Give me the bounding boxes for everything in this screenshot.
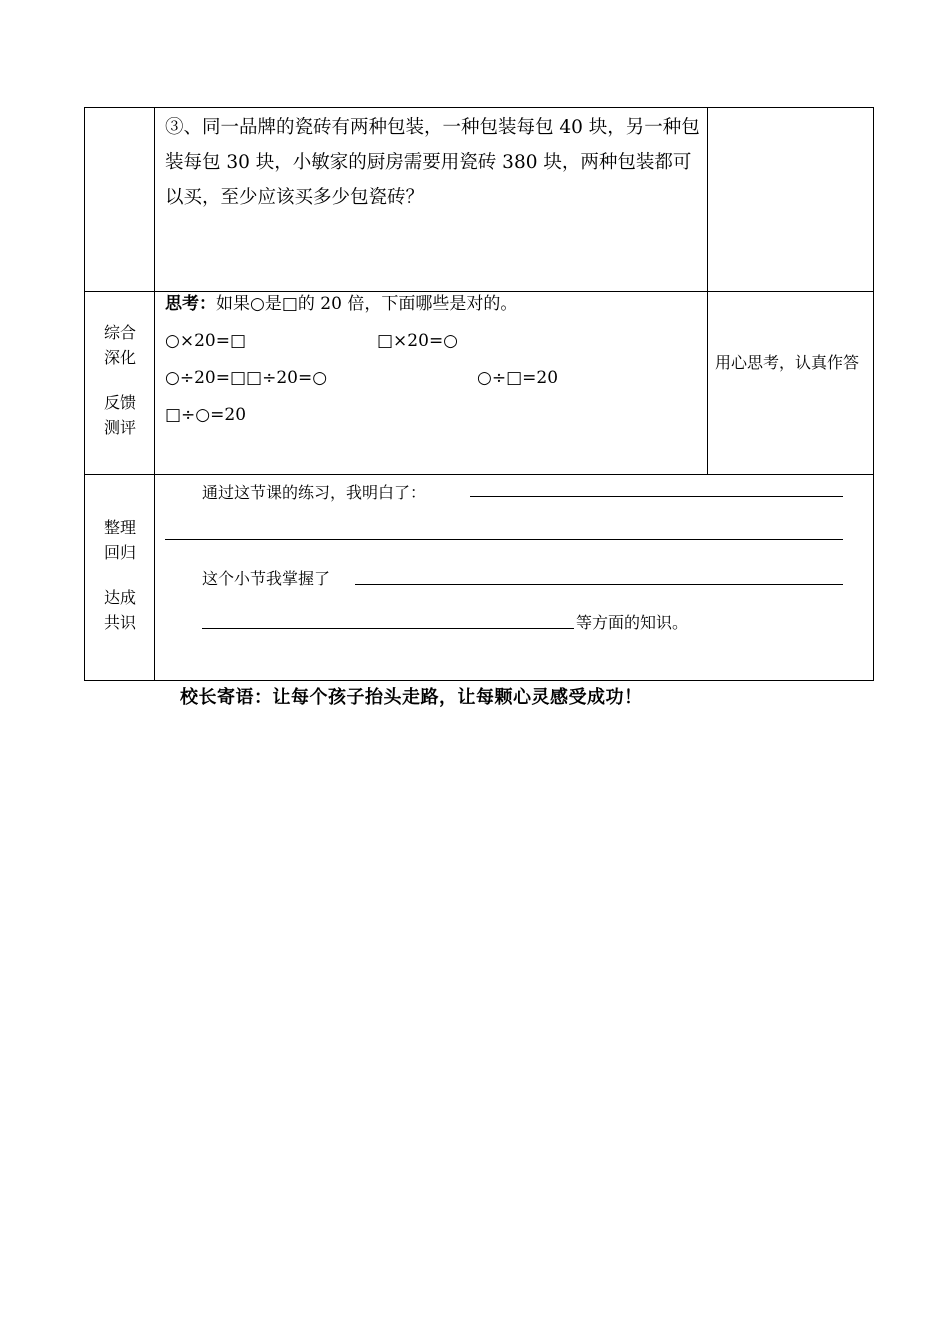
option-d: □÷20=○ xyxy=(246,368,328,388)
option-b: □×20=○ xyxy=(377,331,459,351)
teacher-note: 用心思考，认真作答 xyxy=(715,353,860,372)
side-label-line: 测评 xyxy=(103,418,136,437)
side-label-line: 反馈 xyxy=(103,393,136,412)
answer-blank-2[interactable] xyxy=(165,539,843,540)
question-3: ③、同一品牌的瓷砖有两种包装，一种包装每包 40 块，另一种包装每包 30 块，小敏家的厨房需要用瓷砖 380 块，两种包装都可以买，至少应该买多少包瓷砖？ xyxy=(165,117,700,208)
option-line-1 xyxy=(165,323,705,360)
summary-line-3-text: 这个小节我掌握了 xyxy=(202,569,331,588)
option-c: ○÷20=□ xyxy=(165,368,247,388)
side-label-line: 回归 xyxy=(103,543,136,562)
summary-line-4-suffix: 等方面的知识。 xyxy=(576,613,689,632)
summary-line-1-text: 通过这节课的练习，我明白了： xyxy=(202,483,427,502)
think-title: 思考： xyxy=(165,294,216,314)
row-divider-2 xyxy=(85,474,873,475)
row2-side-label xyxy=(85,320,155,440)
think-section xyxy=(165,286,705,434)
lesson-table xyxy=(84,107,874,681)
side-label-line: 共识 xyxy=(103,613,136,632)
principal-motto: 校长寄语：让每个孩子抬头走路，让每颗心灵感受成功！ xyxy=(180,687,643,708)
answer-blank-3[interactable] xyxy=(355,584,843,585)
row3-side-label xyxy=(85,515,155,635)
think-text: 如果○是□的 20 倍，下面哪些是对的。 xyxy=(216,294,518,314)
option-line-3 xyxy=(165,397,705,434)
side-label-line: 综合 xyxy=(103,323,136,342)
option-f: □÷○=20 xyxy=(165,405,247,425)
option-line-2 xyxy=(165,360,705,397)
option-e: ○÷□=20 xyxy=(477,368,559,388)
side-label-line: 整理 xyxy=(103,518,136,537)
think-heading-line xyxy=(165,286,705,323)
option-a: ○×20=□ xyxy=(165,331,247,351)
answer-blank-1[interactable] xyxy=(470,496,843,497)
side-label-line: 深化 xyxy=(103,348,136,367)
answer-blank-4[interactable] xyxy=(202,628,574,629)
side-label-line: 达成 xyxy=(103,588,136,607)
